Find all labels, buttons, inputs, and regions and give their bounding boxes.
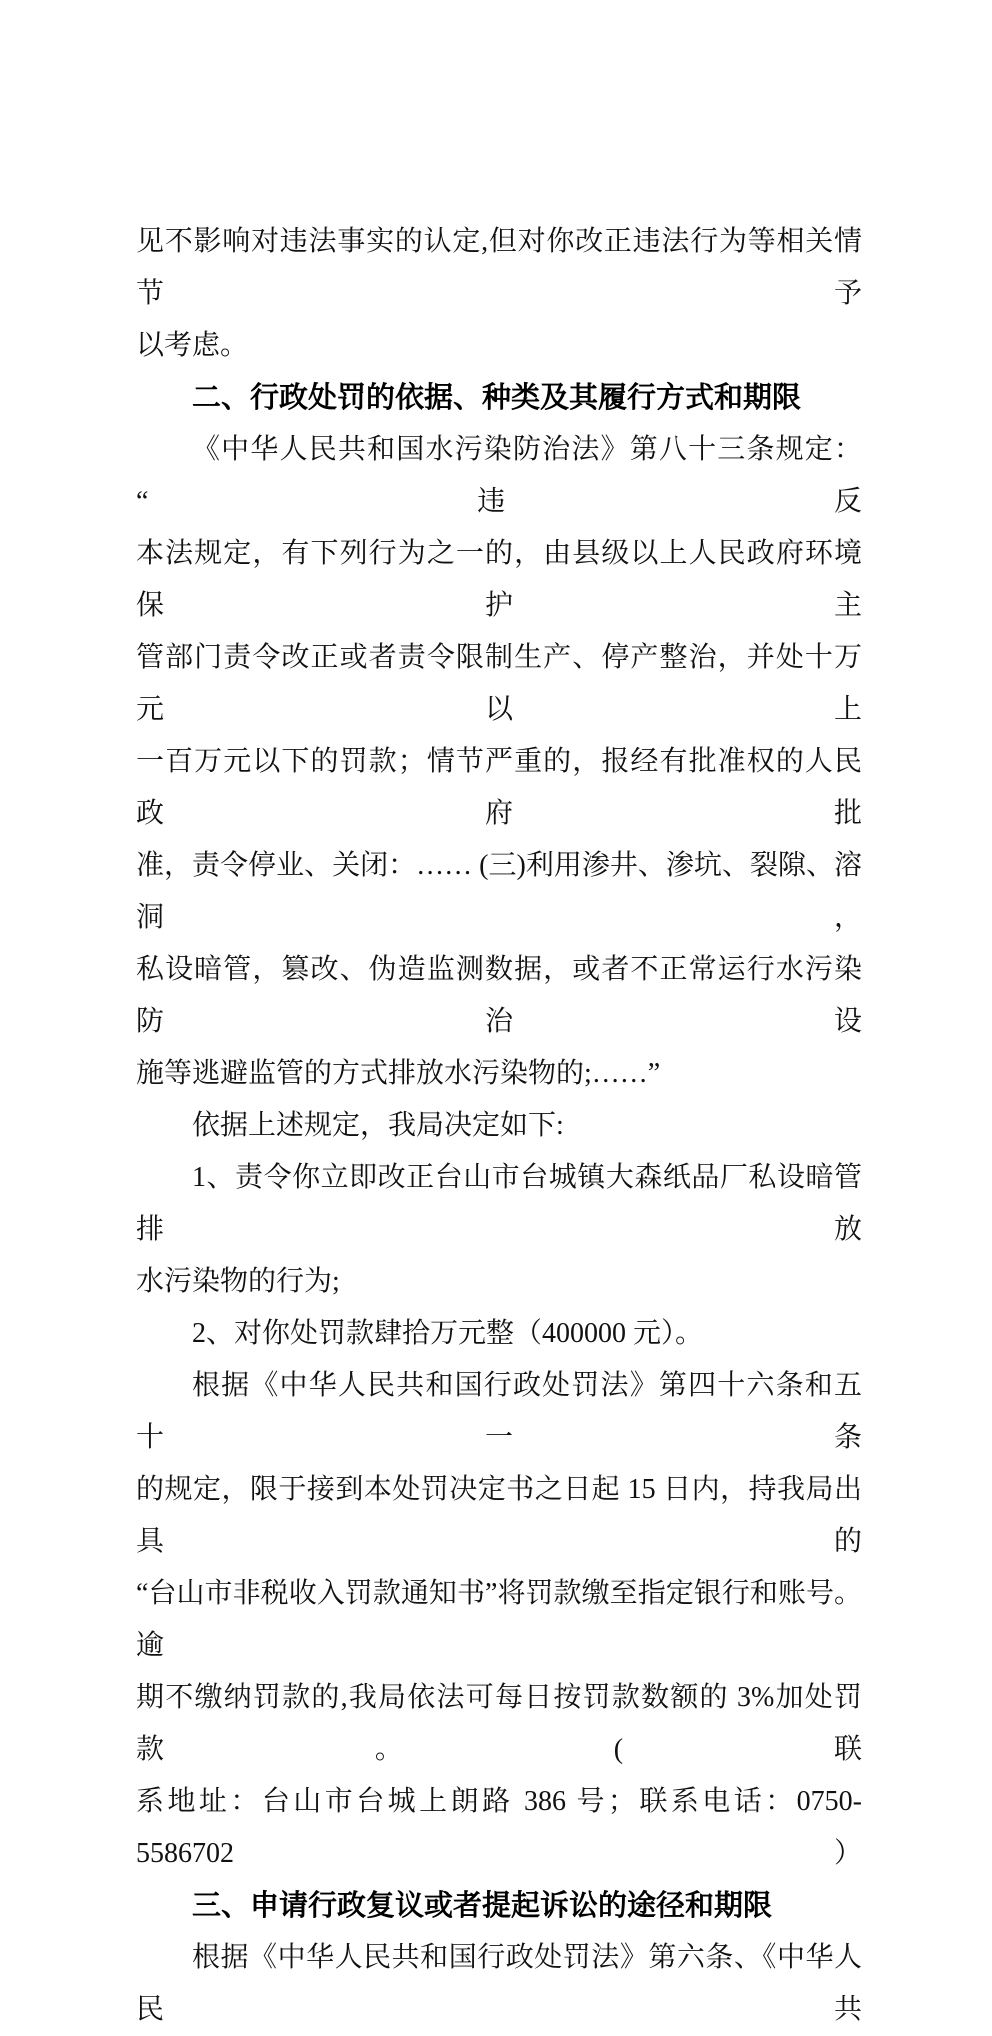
paragraph-line: 的规定，限于接到本处罚决定书之日起 15 日内，持我局出具的 [136, 1474, 862, 1557]
section-heading-3: 三、申请行政复议或者提起诉讼的途径和期限 [192, 1890, 773, 1922]
paragraph-line: “台山市非税收入罚款通知书”将罚款缴至指定银行和账号。逾 [136, 1578, 862, 1661]
paragraph-line: 根据《中华人民共和国行政处罚法》第六条、《中华人民共 [136, 1942, 862, 2025]
paragraph-line: 以考虑。 [136, 330, 249, 361]
paragraph-line: 《中华人民共和国水污染防治法》第八十三条规定：“违反 [136, 434, 862, 517]
section-heading-2: 二、行政处罚的依据、种类及其履行方式和期限 [192, 382, 802, 414]
paragraph-line: 水污染物的行为; [136, 1266, 340, 1297]
document-body [136, 216, 862, 2036]
paragraph-line: 本法规定，有下列行为之一的，由县级以上人民政府环境保护主 [136, 538, 862, 621]
paragraph-line: 系地址：台山市台城上朗路 386 号；联系电话：0750-5586702） [136, 1786, 862, 1869]
paragraph-line: 期不缴纳罚款的,我局依法可每日按罚款数额的 3%加处罚款。(联 [136, 1682, 862, 1765]
paragraph-line: 施等逃避监管的方式排放水污染物的;……” [136, 1058, 661, 1089]
paragraph-line: 2、对你处罚款肆拾万元整（400000 元）。 [192, 1318, 704, 1349]
paragraph-line: 私设暗管，篡改、伪造监测数据，或者不正常运行水污染防治设 [136, 954, 862, 1037]
paragraph-line: 一百万元以下的罚款；情节严重的，报经有批准权的人民政府批 [136, 746, 862, 829]
paragraph-line: 准，责令停业、关闭：…… (三)利用渗井、渗坑、裂隙、溶洞， [136, 850, 862, 933]
paragraph-line: 管部门责令改正或者责令限制生产、停产整治，并处十万元以上 [136, 642, 862, 725]
paragraph-line: 依据上述规定，我局决定如下: [192, 1110, 564, 1141]
paragraph-line: 根据《中华人民共和国行政处罚法》第四十六条和五十一条 [136, 1370, 862, 1453]
paragraph-line: 见不影响对违法事实的认定,但对你改正违法行为等相关情节予 [136, 226, 862, 309]
paragraph-line: 1、责令你立即改正台山市台城镇大森纸品厂私设暗管排放 [136, 1162, 862, 1245]
